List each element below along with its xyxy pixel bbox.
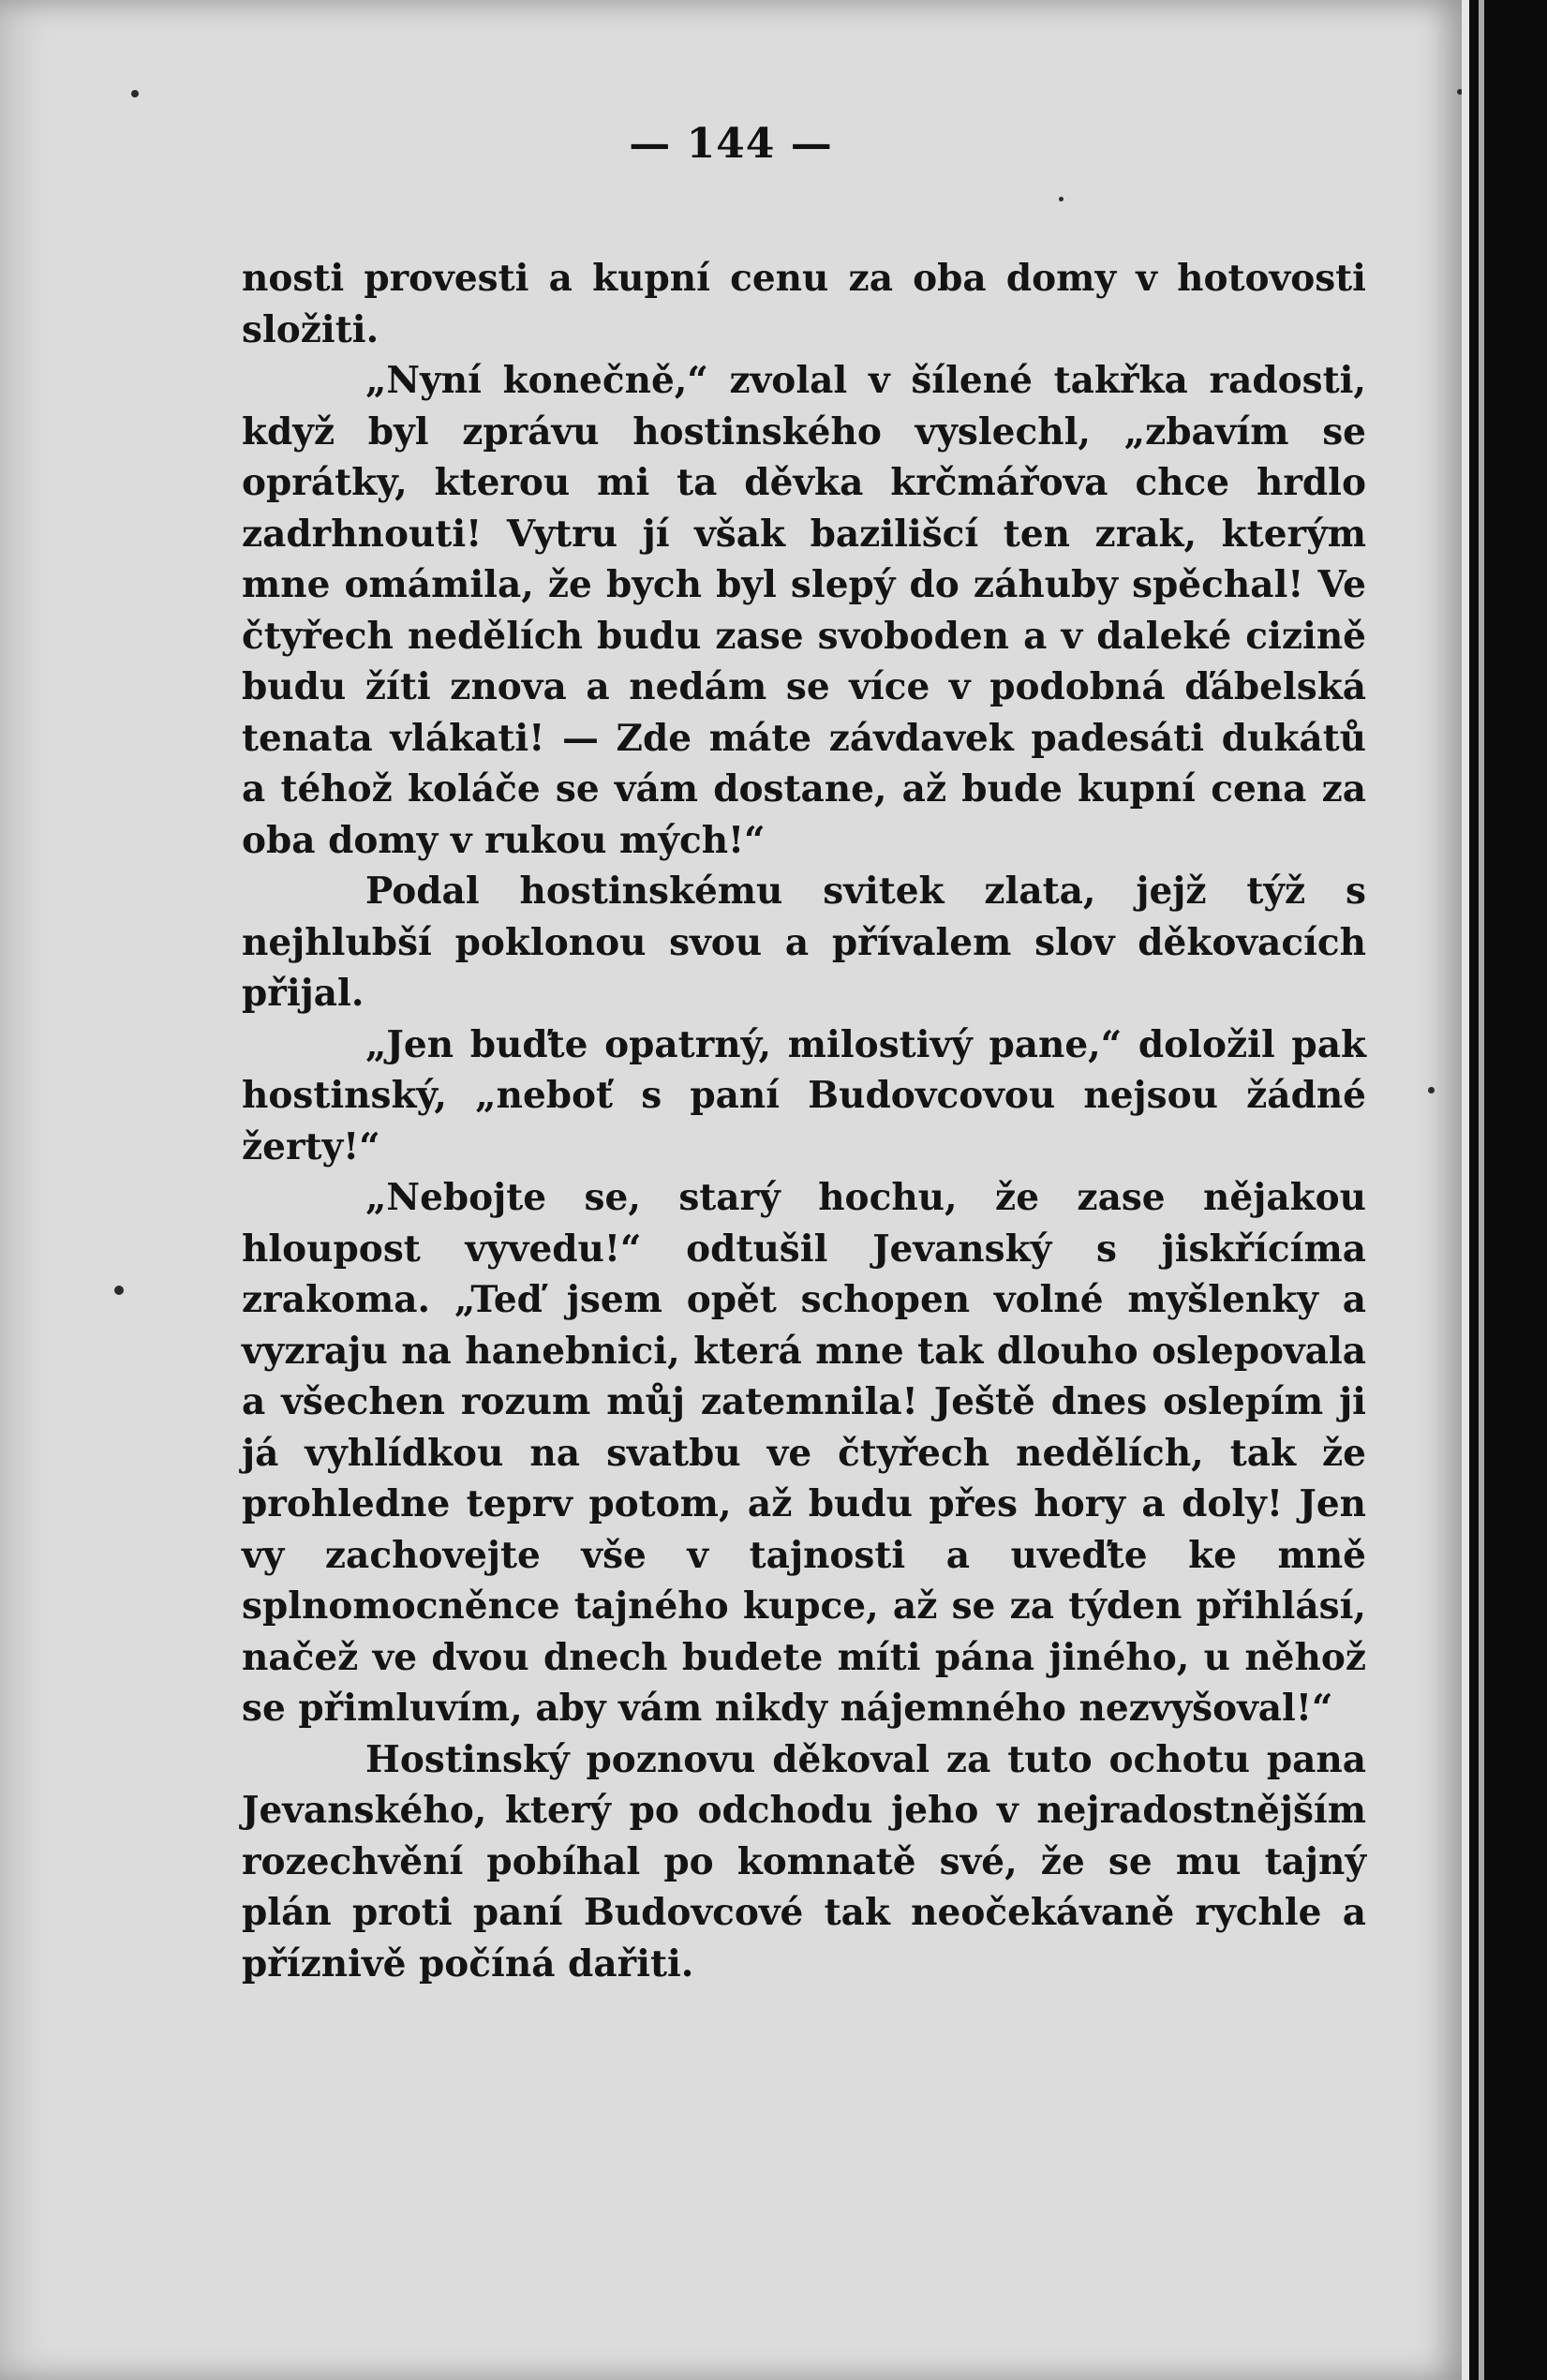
body-text	[242, 253, 1366, 1989]
ink-speck	[131, 90, 139, 97]
page-edge	[1462, 0, 1469, 2380]
paragraph-4: „Jen buďte opatrný, milostivý pane,“ doložil pak hostinský, „neboť s paní Budovcovou nejsou žádné žerty!“	[242, 1022, 1366, 1168]
paragraph-3: Podal hostinskému svitek zlata, jejž týž s nejhlubší poklonou svou a přívalem slov děkovacích přijal.	[242, 870, 1366, 1015]
paragraph-6: Hostinský poznovu děkoval za tuto ochotu pana Jevanského, který po odchodu jeho v nejradostnějším rozechvění pobíhal po komnatě své, že se mu tajný plán proti paní Budovcové tak neočekávaně rychle a příznivě počíná dařiti.	[242, 1737, 1366, 1986]
paragraph-5: „Nebojte se, starý hochu, že zase nějakou hloupost vyvedu!“ odtušil Jevanský s jiskřícíma zrakoma. „Teď jsem opět schopen volné myšlenky a vyzraju na hanebnici, která mne tak dlouho oslepovala a všechen rozum můj zatemnila! Ještě dnes oslepím ji já vyhlídkou na svatbu ve čtyřech nedělích, tak že prohledne teprv potom, až budu přes hory a doly! Jen vy zachovejte vše v tajnosti a uveďte ke mně splnomocněnce tajného kupce, až se za týden přihlásí, načež ve dvou dnech budete míti pána jiného, u něhož se přimluvím, aby vám nikdy nájemného nezvyšoval!“	[242, 1176, 1366, 1730]
page-edge	[1479, 0, 1484, 2380]
paragraph-2: „Nyní konečně,“ zvolal v šílené takřka radosti, když byl zprávu hostinského vyslechl, „zbavím se oprátky, kterou mi ta děvka krčmářova chce hrdlo zadrhnouti! Vytru jí však bazilišcí ten zrak, kterým mne omámila, že bych byl slepý do záhuby spěchal! Ve čtyřech nedělích budu zase svoboden a v daleké cizině budu žíti znova a nedám se více v podobná ďábelská tenata vlákati! — Zde máte závdavek padesáti dukátů a téhož koláče se vám dostane, až bude kupní cena za oba domy v rukou mých!“	[242, 359, 1366, 862]
page-number: — 144 —	[629, 120, 833, 168]
ink-speck	[114, 1286, 124, 1295]
ink-speck	[1428, 1087, 1435, 1093]
paragraph-1: nosti provesti a kupní cenu za oba domy v hotovosti složiti.	[242, 257, 1366, 351]
ink-speck	[1059, 197, 1064, 201]
